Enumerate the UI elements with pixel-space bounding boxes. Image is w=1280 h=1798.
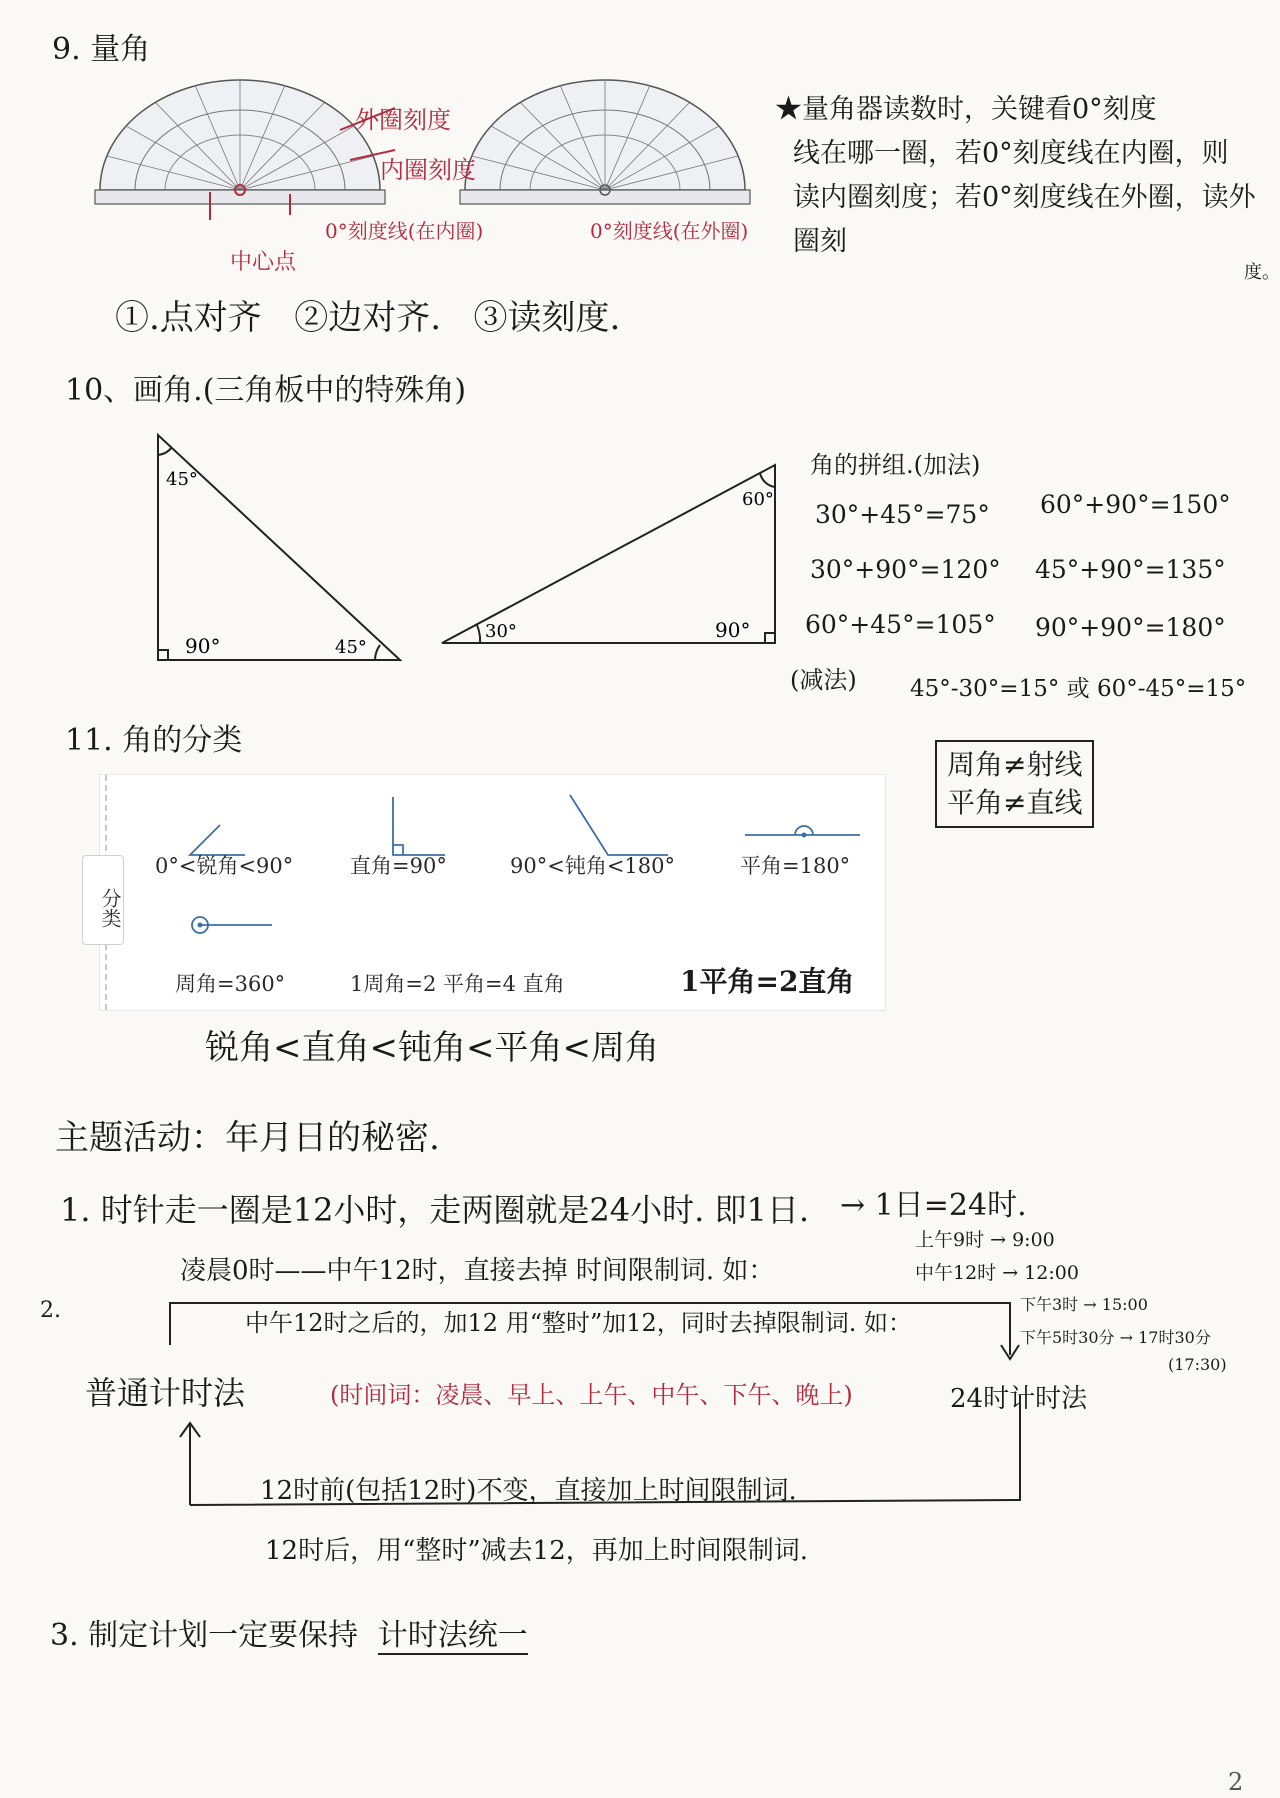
eq-4: 45°+90°=135° [1035,555,1226,584]
topic-line-1-arrow: → 1日=24时. [840,1188,1027,1223]
combo-title: 角的拼组.(加法) [810,451,981,479]
example-2: 中午12时 → 12:00 [915,1262,1079,1284]
label-inner-scale: 内圈刻度 [380,156,476,184]
note-line-1: ★量角器读数时，关键看0°刻度 [775,94,1157,125]
note-line-2: 线在哪一圈，若0°刻度线在内圈，则 [793,138,1229,169]
back-rule-2: 12时后，用“整时”减去12，再加上时间限制词. [265,1536,809,1566]
tri1-angle-bottom: 45° [335,637,367,658]
label-zero-outer: 0°刻度线(在外圈) [590,219,749,243]
section10-title: 10、画角.(三角板中的特殊角) [65,373,467,408]
angle-relation: 1周角=2 平角=4 直角 [350,972,565,996]
box-line-2: 平角≠直线 [947,786,1083,819]
topic-line-2a: 凌晨0时——中午12时，直接去掉 时间限制词. 如： [180,1256,775,1286]
eq-2: 60°+90°=150° [1040,490,1231,519]
label-outer-scale: 外圈刻度 [355,106,451,134]
topic-line-1: 1. 时针走一圈是12小时，走两圈就是24小时. 即1日. [60,1191,810,1229]
topic-line-2b: 中午12时之后的，加12 用“整时”加12，同时去掉限制词. 如： [245,1309,913,1337]
normal-time-method: 普通计时法 [85,1374,246,1412]
topic-line-3-underlined: 计时法统一 [377,1618,528,1653]
back-rule-1: 12时前(包括12时)不变，直接加上时间限制词. [260,1476,797,1506]
protractor-note [775,88,1280,282]
topic-line-3-text: 3. 制定计划一定要保持 [50,1618,359,1653]
obtuse-angle-label: 90°<钝角<180° [510,854,675,878]
eq-6: 90°+90°=180° [1035,613,1226,642]
page-number: 2 [1228,1768,1244,1796]
misconception-box [935,740,1094,828]
angle-order: 锐角<直角<钝角<平角<周角 [205,1028,659,1068]
obtuse-angle-icon [570,795,668,855]
angle-classification-card [100,775,885,1010]
eq-5: 60°+45°=105° [805,610,996,639]
subtraction-label: (减法) [790,666,857,694]
protractor-left [95,80,385,204]
subtraction-eq: 45°-30°=15° 或 60°-45°=15° [910,676,1247,702]
example-4b: (17:30) [1168,1355,1227,1374]
section11-title: 11. 角的分类 [65,723,243,758]
example-3: 下午3时 → 15:00 [1020,1295,1148,1314]
tri1-angle-right: 90° [185,634,221,658]
tri2-angle-right: 90° [715,618,751,642]
eq-3: 30°+90°=120° [810,555,1001,584]
topic-number-2: 2. [40,1298,61,1323]
protractor-right [460,80,750,204]
side-label-classify: 分类 [82,855,124,945]
section9-title: 9. 量角 [52,32,151,67]
box-line-1: 周角≠射线 [947,748,1083,781]
note-line-4: 度。 [1244,262,1280,283]
eq-1: 30°+45°=75° [815,500,990,529]
topic-line-3 [50,1610,528,1654]
acute-angle-label: 0°<锐角<90° [155,854,294,878]
protractor-steps: ①.点对齐 ②边对齐. ③读刻度. [115,298,621,338]
example-4: 下午5时30分 → 17时30分 [1020,1328,1211,1347]
triangle-30-60-90 [442,465,775,643]
tri2-angle-top: 60° [742,489,774,510]
triangles-diagram [150,425,800,675]
example-1: 上午9时 → 9:00 [915,1229,1055,1251]
hand-note-straight: 1平角=2直角 [680,965,855,998]
straight-angle-label: 平角=180° [740,854,851,878]
time-words: (时间词：凌晨、早上、上午、中午、下午、晚上) [330,1381,853,1409]
round-angle-label: 周角=360° [175,972,286,996]
right-angle-icon [393,797,445,855]
note-line-3: 读内圈刻度；若0°刻度线在外圈，读外圈刻 [793,182,1256,257]
label-center-point: 中心点 [230,250,297,275]
label-zero-inner: 0°刻度线(在内圈) [325,219,484,243]
h24-time-method: 24时计时法 [950,1384,1088,1414]
tri1-angle-top: 45° [166,469,198,490]
topic-title: 主题活动：年月日的秘密. [55,1118,440,1158]
right-angle-label: 直角=90° [350,854,447,878]
tri2-angle-left: 30° [485,621,517,642]
